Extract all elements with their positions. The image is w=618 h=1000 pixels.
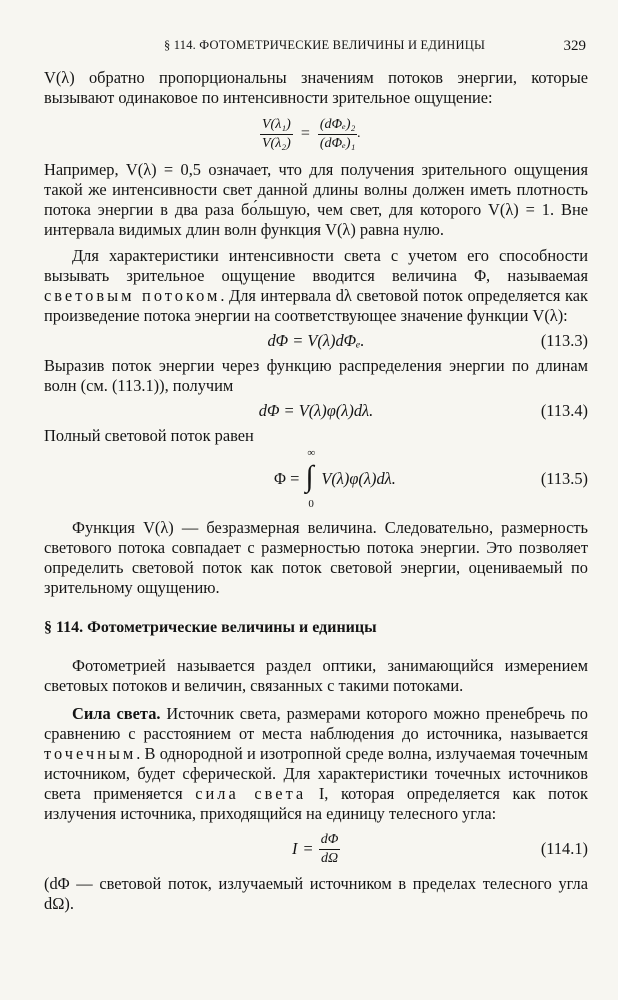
equation-113-4 xyxy=(44,398,588,424)
eq-113-3-expr: dΦ = V(λ)dΦₑ. xyxy=(267,331,365,350)
equation-113-5 xyxy=(44,448,588,510)
lower-limit: 0 xyxy=(308,498,314,510)
equals-sign: = xyxy=(300,125,310,142)
paragraph-6: Функция V(λ) — безразмерная величина. Следовательно, размерность светового потока совпадает с размерностью потока энергии. Это позволяет определить световой поток как поток световой энергии, оцениваемый по зрительному ощущению. xyxy=(44,518,588,597)
left-numerator: V(λ₁) xyxy=(260,116,293,135)
term-luminous-intensity: сила света xyxy=(195,784,307,803)
page-number: 329 xyxy=(563,38,586,54)
intensity-expression xyxy=(292,826,340,872)
intensity-fraction xyxy=(319,831,341,868)
eq-113-4-expr: dΦ = V(λ)φ(λ)dλ. xyxy=(258,401,374,420)
p8-text-b: . В однородной и изотропной среде волна, излучаемая точечным источником, будет сферической. Для характеристики точечных источников света применяется xyxy=(44,744,588,803)
equation-114-1 xyxy=(44,826,588,872)
integral-sign xyxy=(303,448,321,510)
eq-114-1-sign: = xyxy=(303,839,313,858)
integral-expression xyxy=(274,448,396,510)
eq-113-4-number: (113.4) xyxy=(540,401,588,420)
term-point-source: точечным xyxy=(44,744,137,763)
paragraph-8 xyxy=(44,704,588,824)
upper-limit: ∞ xyxy=(307,447,316,459)
p8-text-c: I, которая определяется как поток излучения источника, приходящийся на единицу телесного угла: xyxy=(44,784,588,823)
intensity-denominator: dΩ xyxy=(320,850,339,866)
section-heading: § 114. Фотометрические величины и единицы xyxy=(44,619,377,636)
ratio-tail: . xyxy=(357,126,361,141)
p3-text-b: . Для интервала dλ световой поток определяется как произведение потока энергии на соответствующее значение функции V(λ): xyxy=(44,286,588,325)
right-fraction xyxy=(318,116,358,153)
subheading-luminous-intensity: Сила света. xyxy=(72,704,161,723)
p8-text-a: Источник света, размерами которого можно пренебречь по сравнению с расстоянием от места наблюдения до источника, называется xyxy=(44,704,588,743)
running-title: § 114. ФОТОМЕТРИЧЕСКИЕ ВЕЛИЧИНЫ И ЕДИНИЦЫ xyxy=(164,38,486,52)
integral-glyph: ∫ xyxy=(305,460,314,493)
p3-text-a: Для характеристики интенсивности света с учетом его способности вызывать зрительное ощущение вводится величина Φ, называемая xyxy=(44,246,588,285)
page-body xyxy=(44,68,588,914)
ratio-expression xyxy=(260,110,361,158)
right-numerator: (dΦₑ)₂ xyxy=(318,116,358,135)
eq-113-5-number: (113.5) xyxy=(540,469,588,488)
intensity-numerator: dΦ xyxy=(319,831,341,850)
term-luminous-flux: световым потоком xyxy=(44,286,221,305)
paragraph-2: Например, V(λ) = 0,5 означает, что для получения зрительного ощущения такой же интенсивности свет данной длины волны должен иметь плотность потока энергии в два раза бо́льшую, чем свет, для которого V(λ) = 1. Вне интервала видимых длин волн функция V(λ) равна нулю. xyxy=(44,160,588,239)
paragraph-4: Выразив поток энергии через функцию распределения энергии по длинам волн (см. (113.1)), получим xyxy=(44,356,588,395)
paragraph-1: V(λ) обратно пропорциональны значениям потоков энергии, которые вызывают одинаковое по интенсивности зрительное ощущение: xyxy=(44,68,588,107)
paragraph-9: (dΦ — световой поток, излучаемый источником в пределах телесного угла dΩ). xyxy=(44,874,588,913)
equation-ratio xyxy=(44,110,588,158)
paragraph-7: Фотометрией называется раздел оптики, занимающийся измерением световых потоков и величин, связанных с такими потоками. xyxy=(44,656,588,695)
paragraph-3 xyxy=(44,246,588,326)
eq-114-1-number: (114.1) xyxy=(540,839,588,858)
paragraph-5: Полный световой поток равен xyxy=(44,426,254,445)
left-fraction xyxy=(260,116,293,153)
integrand: V(λ)φ(λ)dλ. xyxy=(321,469,396,488)
eq-113-5-lhs: Φ = xyxy=(274,469,300,488)
page-header xyxy=(44,38,586,58)
eq-114-1-lhs: I xyxy=(292,839,298,858)
eq-113-3-number: (113.3) xyxy=(540,331,588,350)
equation-113-3 xyxy=(44,328,588,354)
left-denominator: V(λ₂) xyxy=(262,135,291,151)
right-denominator: (dΦₑ)₁ xyxy=(319,135,356,151)
